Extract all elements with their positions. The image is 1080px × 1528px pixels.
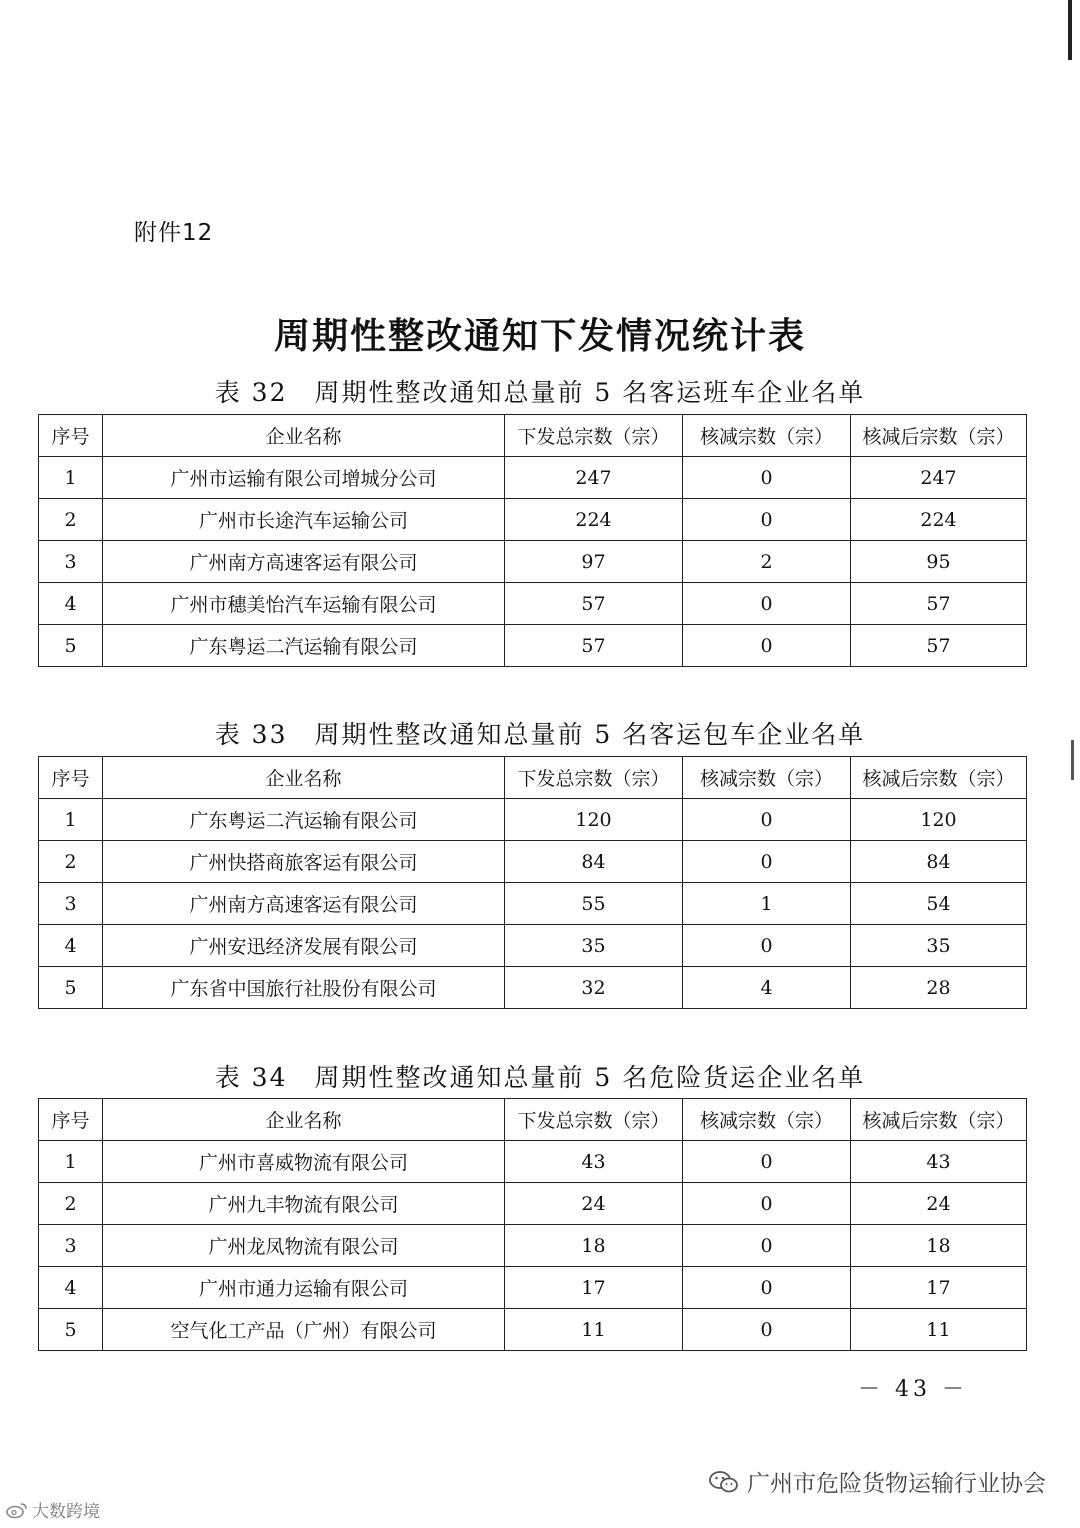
table-row xyxy=(39,1225,1027,1267)
cell-deducted: 1 xyxy=(683,883,851,925)
cell-index: 4 xyxy=(39,1267,103,1309)
cell-company: 广州南方高速客运有限公司 xyxy=(103,541,505,583)
table-row xyxy=(39,1309,1027,1351)
cell-index: 1 xyxy=(39,1141,103,1183)
table-row xyxy=(39,799,1027,841)
table-row xyxy=(39,925,1027,967)
cell-after: 11 xyxy=(851,1309,1027,1351)
table-row xyxy=(39,625,1027,667)
cell-company: 广东粤运二汽运输有限公司 xyxy=(103,625,505,667)
header-deducted: 核减宗数（宗） xyxy=(683,757,851,799)
cell-after: 57 xyxy=(851,583,1027,625)
watermark-brand-text: 大数跨境 xyxy=(32,1502,100,1522)
table-row xyxy=(39,967,1027,1009)
cell-deducted: 0 xyxy=(683,1225,851,1267)
cell-after: 28 xyxy=(851,967,1027,1009)
header-company: 企业名称 xyxy=(103,1099,505,1141)
header-issued: 下发总宗数（宗） xyxy=(505,757,683,799)
cell-issued: 247 xyxy=(505,457,683,499)
cell-after: 43 xyxy=(851,1141,1027,1183)
cell-deducted: 0 xyxy=(683,625,851,667)
cell-index: 5 xyxy=(39,967,103,1009)
cell-issued: 120 xyxy=(505,799,683,841)
table-row xyxy=(39,541,1027,583)
cell-issued: 35 xyxy=(505,925,683,967)
cell-deducted: 0 xyxy=(683,457,851,499)
header-index: 序号 xyxy=(39,415,103,457)
header-index: 序号 xyxy=(39,757,103,799)
cell-after: 247 xyxy=(851,457,1027,499)
cell-deducted: 0 xyxy=(683,1267,851,1309)
cell-company: 广州市运输有限公司增城分公司 xyxy=(103,457,505,499)
cell-company: 广州九丰物流有限公司 xyxy=(103,1183,505,1225)
cell-after: 57 xyxy=(851,625,1027,667)
table-32 xyxy=(38,414,1027,667)
cell-index: 1 xyxy=(39,799,103,841)
table-34 xyxy=(38,1098,1027,1351)
cell-issued: 32 xyxy=(505,967,683,1009)
header-deducted: 核减宗数（宗） xyxy=(683,415,851,457)
header-issued: 下发总宗数（宗） xyxy=(505,415,683,457)
cell-issued: 24 xyxy=(505,1183,683,1225)
cell-index: 3 xyxy=(39,883,103,925)
weibo-icon xyxy=(6,1501,28,1519)
cell-company: 广州市喜威物流有限公司 xyxy=(103,1141,505,1183)
cell-after: 95 xyxy=(851,541,1027,583)
cell-issued: 57 xyxy=(505,625,683,667)
watermark-association-text: 广州市危险货物运输行业协会 xyxy=(747,1471,1046,1497)
cell-after: 35 xyxy=(851,925,1027,967)
table-row xyxy=(39,1141,1027,1183)
header-company: 企业名称 xyxy=(103,415,505,457)
cell-issued: 57 xyxy=(505,583,683,625)
table-header-row xyxy=(39,1099,1027,1141)
table-row xyxy=(39,1183,1027,1225)
cell-index: 5 xyxy=(39,1309,103,1351)
cell-index: 3 xyxy=(39,1225,103,1267)
cell-company: 广州龙凤物流有限公司 xyxy=(103,1225,505,1267)
header-deducted: 核减宗数（宗） xyxy=(683,1099,851,1141)
cell-company: 广州南方高速客运有限公司 xyxy=(103,883,505,925)
cell-issued: 97 xyxy=(505,541,683,583)
cell-issued: 18 xyxy=(505,1225,683,1267)
wechat-icon xyxy=(709,1470,739,1494)
cell-deducted: 0 xyxy=(683,499,851,541)
cell-deducted: 0 xyxy=(683,799,851,841)
cell-company: 广州市长途汽车运输公司 xyxy=(103,499,505,541)
cell-company: 广东省中国旅行社股份有限公司 xyxy=(103,967,505,1009)
table-row xyxy=(39,1267,1027,1309)
cell-issued: 84 xyxy=(505,841,683,883)
cell-deducted: 0 xyxy=(683,925,851,967)
cell-after: 224 xyxy=(851,499,1027,541)
cell-after: 120 xyxy=(851,799,1027,841)
cell-index: 4 xyxy=(39,925,103,967)
cell-company: 广州市穗美怡汽车运输有限公司 xyxy=(103,583,505,625)
cell-index: 2 xyxy=(39,499,103,541)
header-company: 企业名称 xyxy=(103,757,505,799)
header-index: 序号 xyxy=(39,1099,103,1141)
cell-index: 4 xyxy=(39,583,103,625)
cell-company: 广州市通力运输有限公司 xyxy=(103,1267,505,1309)
cell-deducted: 2 xyxy=(683,541,851,583)
table-34-caption: 表 34 周期性整改通知总量前 5 名危险货运企业名单 xyxy=(214,1063,866,1092)
table-row xyxy=(39,883,1027,925)
cell-issued: 224 xyxy=(505,499,683,541)
header-after: 核减后宗数（宗） xyxy=(851,757,1027,799)
table-33 xyxy=(38,756,1027,1009)
attachment-label: 附件12 xyxy=(134,220,214,246)
cell-index: 2 xyxy=(39,1183,103,1225)
table-row xyxy=(39,583,1027,625)
cell-issued: 11 xyxy=(505,1309,683,1351)
cell-issued: 17 xyxy=(505,1267,683,1309)
header-after: 核减后宗数（宗） xyxy=(851,415,1027,457)
cell-issued: 43 xyxy=(505,1141,683,1183)
cell-company: 广州快搭商旅客运有限公司 xyxy=(103,841,505,883)
cell-deducted: 0 xyxy=(683,1183,851,1225)
table-row xyxy=(39,457,1027,499)
table-33-caption: 表 33 周期性整改通知总量前 5 名客运包车企业名单 xyxy=(214,720,866,749)
table-header-row xyxy=(39,415,1027,457)
cell-after: 18 xyxy=(851,1225,1027,1267)
table-32-caption: 表 32 周期性整改通知总量前 5 名客运班车企业名单 xyxy=(214,378,866,407)
cell-after: 24 xyxy=(851,1183,1027,1225)
cell-issued: 55 xyxy=(505,883,683,925)
cell-index: 2 xyxy=(39,841,103,883)
cell-company: 广州安迅经济发展有限公司 xyxy=(103,925,505,967)
cell-deducted: 0 xyxy=(683,1141,851,1183)
cell-index: 1 xyxy=(39,457,103,499)
cell-index: 3 xyxy=(39,541,103,583)
page-number: － 43 － xyxy=(858,1377,968,1402)
watermark-brand xyxy=(6,1497,100,1522)
table-header-row xyxy=(39,757,1027,799)
scan-edge-mark xyxy=(1068,0,1072,60)
cell-deducted: 0 xyxy=(683,1309,851,1351)
cell-company: 广东粤运二汽运输有限公司 xyxy=(103,799,505,841)
cell-deducted: 4 xyxy=(683,967,851,1009)
cell-index: 5 xyxy=(39,625,103,667)
header-after: 核减后宗数（宗） xyxy=(851,1099,1027,1141)
cell-after: 17 xyxy=(851,1267,1027,1309)
cell-after: 54 xyxy=(851,883,1027,925)
cell-after: 84 xyxy=(851,841,1027,883)
watermark-association xyxy=(709,1465,1046,1498)
cell-company: 空气化工产品（广州）有限公司 xyxy=(103,1309,505,1351)
cell-deducted: 0 xyxy=(683,841,851,883)
page-title: 周期性整改通知下发情况统计表 xyxy=(273,315,806,357)
cell-deducted: 0 xyxy=(683,583,851,625)
table-row xyxy=(39,499,1027,541)
table-row xyxy=(39,841,1027,883)
header-issued: 下发总宗数（宗） xyxy=(505,1099,683,1141)
